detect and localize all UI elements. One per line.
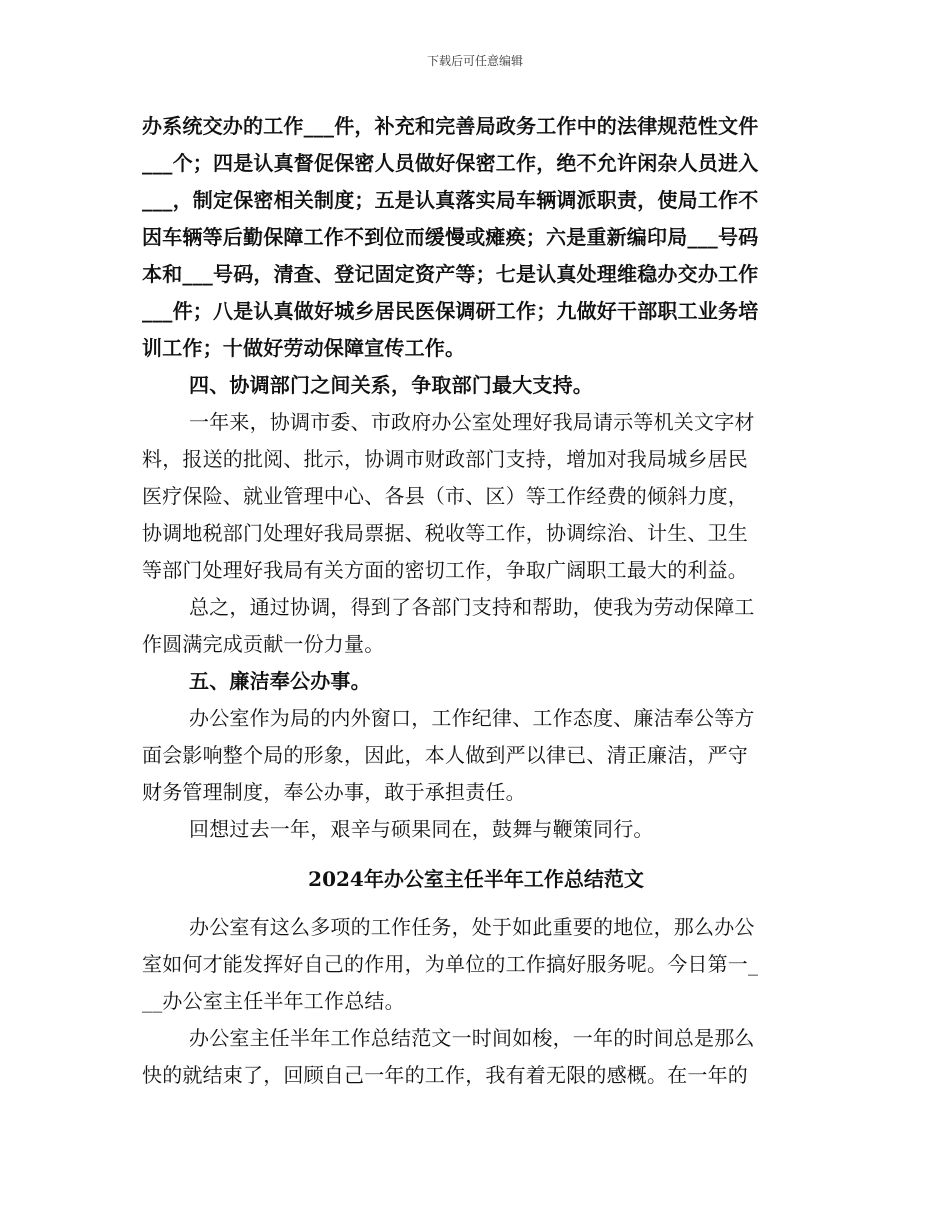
paragraph [142,811,810,848]
text-line: 训工作；十做好劳动保障宣传工作。 [142,336,466,360]
text-line: 医疗保险、就业管理中心、各县（市、区）等工作经费的倾斜力度， [142,484,748,508]
text-line: 办公室主任半年工作总结范文一时间如梭，一年的时间总是那么 [189,1026,755,1050]
text-line: __办公室主任半年工作总结。 [142,989,405,1013]
text-line: 室如何才能发挥好自己的作用，为单位的工作搞好服务呢。今日第一_ [142,952,759,976]
section-heading [142,367,810,404]
paragraph [142,1020,810,1094]
paragraph [142,589,810,663]
text-line: 回想过去一年，艰辛与硕果同在，鼓舞与鞭策同行。 [189,817,654,841]
text-line: 一年来，协调市委、市政府办公室处理好我局请示等机关文字材 [189,410,755,434]
text-line: 财务管理制度，奉公办事，敢于承担责任。 [142,780,526,804]
text-line: ___，制定保密相关制度；五是认真落实局车辆调派职责，使局工作不 [142,188,759,212]
section-heading [142,663,810,700]
text-line: 快的就结束了，回顾自己一年的工作，我有着无限的感概。在一年的 [142,1063,748,1087]
paragraph [142,404,810,589]
document-body [142,108,810,1094]
text-line: 面会影响整个局的形象，因此，本人做到严以律已、清正廉洁，严守 [142,743,748,767]
text-line: ___件；八是认真做好城乡居民医保调研工作；九做好干部职工业务培 [142,299,759,323]
text-line: 本和___号码，清查、登记固定资产等；七是认真处理维稳办交办工作 [142,262,759,286]
paragraph [142,108,810,367]
page-header: 下载后可任意编辑 [426,54,523,68]
text-line: 作圆满完成贡献一份力量。 [142,632,385,656]
section-title: 2024年办公室主任半年工作总结范文 [308,867,644,891]
text-line: 五、廉洁奉公办事。 [189,669,371,693]
text-line: 办公室作为局的内外窗口，工作纪律、工作态度、廉洁奉公等方 [189,706,755,730]
paragraph [142,909,810,1020]
section-part-two [142,909,810,1094]
text-line: 等部门处理好我局有关方面的密切工作，争取广阔职工最大的利益。 [142,558,748,582]
paragraph [142,700,810,811]
text-line: 协调地税部门处理好我局票据、税收等工作，协调综治、计生、卫生 [142,521,748,545]
text-line: 总之，通过协调，得到了各部门支持和帮助，使我为劳动保障工 [189,595,755,619]
text-line: ___个；四是认真督促保密人员做好保密工作，绝不允许闲杂人员进入 [142,151,759,175]
text-line: 四、协调部门之间关系，争取部门最大支持。 [189,373,593,397]
text-line: 办系统交办的工作___件，补充和完善局政务工作中的法律规范性文件 [142,114,759,138]
text-line: 因车辆等后勤保障工作不到位而缓慢或瘫痪；六是重新编印局___号码 [142,225,759,249]
section-part-one [142,108,810,848]
text-line: 料，报送的批阅、批示，协调市财政部门支持，增加对我局城乡居民 [142,447,748,471]
text-line: 办公室有这么多项的工作任务，处于如此重要的地位，那么办公 [189,915,755,939]
